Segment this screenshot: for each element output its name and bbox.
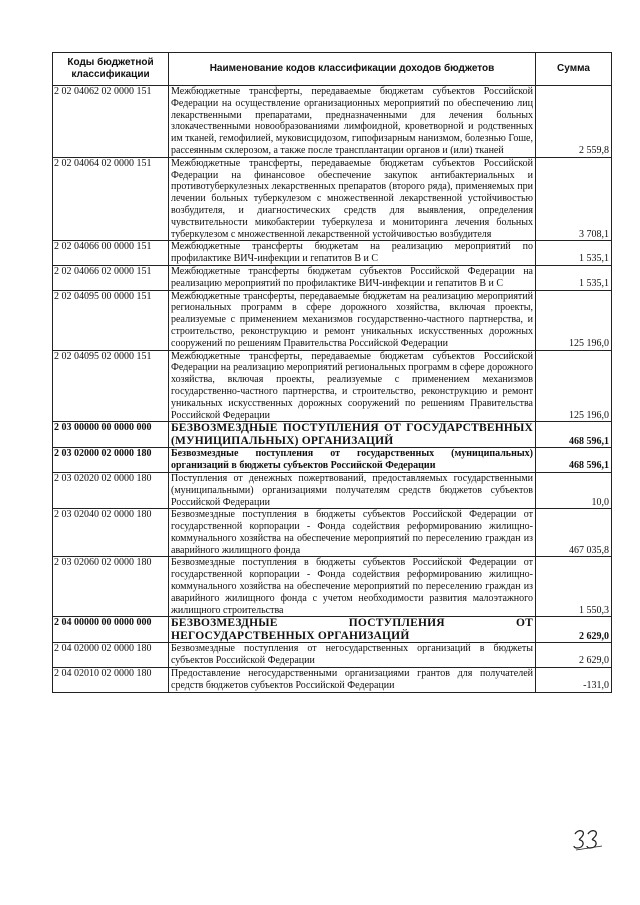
row-sum: 2 629,0 [536,617,612,643]
row-sum: 3 708,1 [536,157,612,241]
table-row [53,509,612,557]
row-name: Безвозмездные поступления от государственных (муниципальных) организаций в бюджеты субъектов Российской Федерации [169,448,536,473]
row-code: 2 02 04095 00 0000 151 [53,290,169,350]
table-row [53,241,612,266]
row-name: Межбюджетные трансферты бюджетам на реализацию мероприятий по профилактике ВИЧ-инфекции и гепатитов В и С [169,241,536,266]
row-name: Межбюджетные трансферты, передаваемые бюджетам на реализацию мероприятий региональных программ в сфере дорожного хозяйства, включая проекты, реализуемые с применением механизмов государственно-частного партнерства, и строительство, реконструкцию и ремонт уникальных искусственных дорожных сооружений по решениям Правительства Российской Федерации [169,290,536,350]
row-name: БЕЗВОЗМЕЗДНЫЕ ПОСТУПЛЕНИЯ ОТ НЕГОСУДАРСТВЕННЫХ ОРГАНИЗАЦИЙ [169,617,536,643]
table-row [53,290,612,350]
row-code: 2 02 04066 02 0000 151 [53,265,169,290]
row-sum: 468 596,1 [536,448,612,473]
row-sum: 2 629,0 [536,643,612,668]
row-code: 2 04 02010 02 0000 180 [53,668,169,693]
header-code: Коды бюджетной классификации [53,53,169,86]
table-row [53,643,612,668]
row-sum: 1 535,1 [536,265,612,290]
table-row [53,422,612,448]
row-name: БЕЗВОЗМЕЗДНЫЕ ПОСТУПЛЕНИЯ ОТ ГОСУДАРСТВЕННЫХ (МУНИЦИПАЛЬНЫХ) ОРГАНИЗАЦИЙ [169,422,536,448]
row-sum: -131,0 [536,668,612,693]
row-sum: 468 596,1 [536,422,612,448]
row-code: 2 04 02000 02 0000 180 [53,643,169,668]
row-code: 2 04 00000 00 0000 000 [53,617,169,643]
table-body [53,86,612,693]
table-row [53,448,612,473]
row-code: 2 03 02060 02 0000 180 [53,557,169,617]
row-name: Безвозмездные поступления от негосударственных организаций в бюджеты субъектов Российской Федерации [169,643,536,668]
row-sum: 467 035,8 [536,509,612,557]
row-code: 2 03 02020 02 0000 180 [53,472,169,508]
header-sum: Сумма [536,53,612,86]
row-sum: 2 559,8 [536,86,612,158]
row-sum: 125 196,0 [536,350,612,422]
row-sum: 1 550,3 [536,557,612,617]
row-name: Межбюджетные трансферты, передаваемые бюджетам субъектов Российской Федерации на реализацию мероприятий региональных программ в сфере дорожного хозяйства, включая проекты, реализуемые с применением механизмов государственно-частного партнерства, и строительство, реконструкцию и ремонт уникальных искусственных дорожных сооружений по решениям Правительства Российской Федерации [169,350,536,422]
budget-table-sheet [52,52,611,693]
row-name: Безвозмездные поступления в бюджеты субъектов Российской Федерации от государственной корпорации - Фонда содействия реформированию жилищно-коммунального хозяйства на обеспечение мероприятий по переселению граждан из аварийного жилищного фонда [169,509,536,557]
row-name: Межбюджетные трансферты, передаваемые бюджетам субъектов Российской Федерации на осуществление организационных мероприятий по обеспечению лиц лекарственными препаратами, предназначенными для лечения больных злокачественными новообразованиями лимфоидной, кроветворной и родственных им тканей, гемофилией, муковисцидозом, гипофизарным нанизмом, болезнью Гоше, рассеянным склерозом, а также после трансплантации органов и (или) тканей [169,86,536,158]
table-row [53,617,612,643]
row-code: 2 02 04095 02 0000 151 [53,350,169,422]
budget-classification-table [52,52,612,693]
table-row [53,557,612,617]
table-row [53,265,612,290]
row-sum: 10,0 [536,472,612,508]
table-row [53,86,612,158]
row-name: Безвозмездные поступления в бюджеты субъектов Российской Федерации от государственной корпорации - Фонда содействия реформированию жилищно-коммунального хозяйства на обеспечение мероприятий по переселению граждан из аварийного жилищного фонда с учетом необходимости развития малоэтажного жилищного строительства [169,557,536,617]
row-code: 2 03 02000 02 0000 180 [53,448,169,473]
table-row [53,157,612,241]
row-code: 2 03 00000 00 0000 000 [53,422,169,448]
table-row [53,668,612,693]
row-name: Межбюджетные трансферты, передаваемые бюджетам субъектов Российской Федерации на финансовое обеспечение закупок антибактериальных и противотуберкулезных лекарственных препаратов (второго ряда), применяемых при лечении больных туберкулезом с множественной лекарственной устойчивостью возбудителя, и диагностических средств для выявления, определения чувствительности микобактерии туберкулеза и мониторинга лечения больных туберкулезом с множественной лекарственной устойчивостью возбудителя [169,157,536,241]
row-sum: 1 535,1 [536,241,612,266]
row-name: Поступления от денежных пожертвований, предоставляемых государственными (муниципальными) организациями получателям средств бюджетов субъектов Российской Федерации [169,472,536,508]
table-header-row [53,53,612,86]
handwritten-page-number [572,826,606,852]
row-name: Предоставление негосударственными организациями грантов для получателей средств бюджетов субъектов Российской Федерации [169,668,536,693]
row-name: Межбюджетные трансферты бюджетам субъектов Российской Федерации на реализацию мероприятий по профилактике ВИЧ-инфекции и гепатитов В и С [169,265,536,290]
table-row [53,472,612,508]
row-code: 2 02 04064 02 0000 151 [53,157,169,241]
row-code: 2 03 02040 02 0000 180 [53,509,169,557]
table-row [53,350,612,422]
row-code: 2 02 04066 00 0000 151 [53,241,169,266]
row-code: 2 02 04062 02 0000 151 [53,86,169,158]
row-sum: 125 196,0 [536,290,612,350]
header-name: Наименование кодов классификации доходов бюджетов [169,53,536,86]
